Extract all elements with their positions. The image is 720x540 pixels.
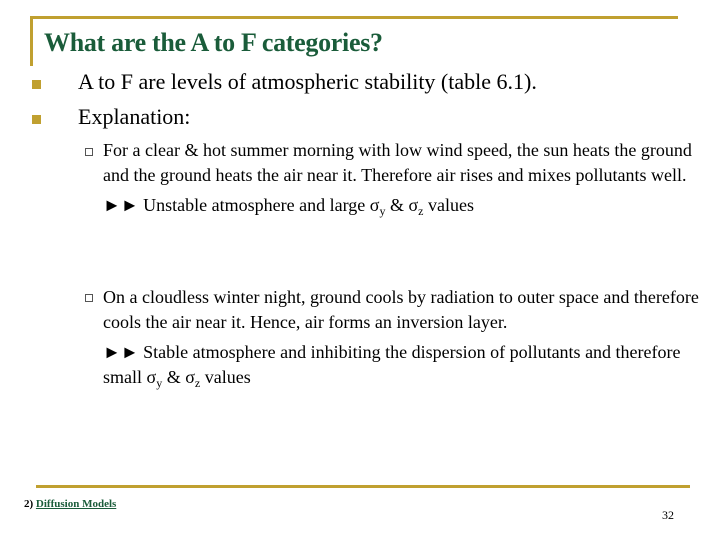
- sub-bullet-1: [103, 138, 703, 218]
- bullet-text: Explanation:: [78, 104, 191, 129]
- sub-bullet-text: For a clear & hot summer morning with low wind speed, the sun heats the ground and the ground heats the air near it. Therefore air rises and mixes pollutants well.: [103, 140, 692, 185]
- result-text: & σ: [162, 367, 195, 387]
- subscript: y: [379, 204, 386, 218]
- result-text: ►► Unstable atmosphere and large σ: [103, 195, 380, 215]
- subscript: y: [156, 376, 163, 390]
- footer: [24, 498, 116, 510]
- footer-section-number: 2): [24, 498, 34, 510]
- slide-title: What are the A to F categories?: [44, 28, 383, 57]
- result-text: values: [200, 367, 251, 387]
- sub-bullet-result: [103, 340, 703, 390]
- page-number: 32: [662, 508, 674, 522]
- bullet-text: A to F are levels of atmospheric stability (table 6.1).: [78, 69, 537, 94]
- result-text: ►► Stable atmosphere and inhibiting the dispersion of pollutants and therefore small σ: [103, 342, 681, 387]
- bottom-divider: [36, 485, 690, 488]
- sub-bullet-text: On a cloudless winter night, ground cools by radiation to outer space and therefore cools the air near it. Hence, air forms an inversion layer.: [103, 287, 699, 332]
- hollow-square-bullet-icon: [85, 294, 93, 302]
- title-left-border: [30, 16, 33, 66]
- footer-section-link[interactable]: Diffusion Models: [35, 498, 117, 510]
- subscript: z: [418, 204, 424, 218]
- subscript: z: [194, 376, 201, 390]
- hollow-square-bullet-icon: [85, 148, 93, 156]
- top-divider: [30, 16, 678, 19]
- sub-bullet-2: [103, 285, 703, 390]
- result-text: values: [423, 195, 474, 215]
- bullet-square-icon: [32, 115, 41, 124]
- sub-bullet-result: [103, 193, 703, 218]
- bullet-square-icon: [32, 80, 41, 89]
- result-text: & σ: [385, 195, 419, 215]
